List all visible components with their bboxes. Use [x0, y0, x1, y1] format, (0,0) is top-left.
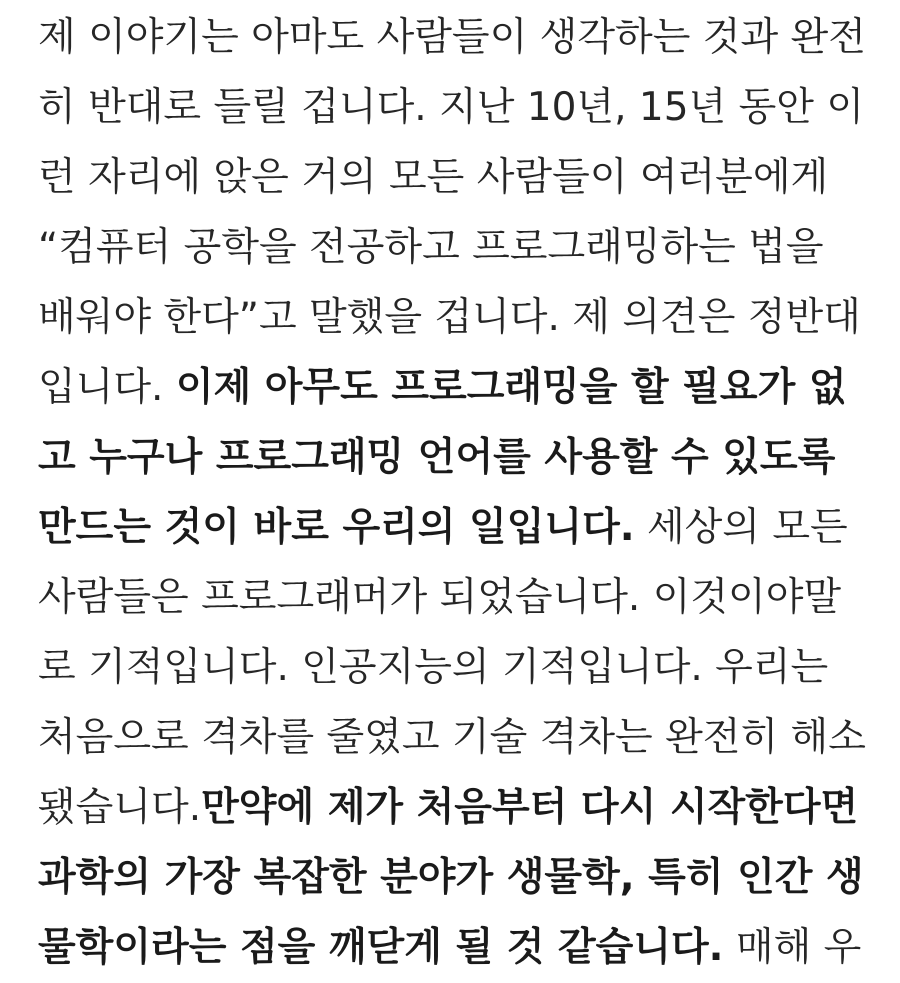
- text-segment: 히 반대로 들릴 겁니다. 지난 10년, 15년 동안 이: [38, 85, 865, 130]
- text-segment: 사람들은 프로그래머가 되었습니다. 이것이야말: [38, 575, 842, 620]
- bold-text-segment: 과학의 가장 복잡한 분야가 생물학, 특히 인간 생: [38, 855, 864, 900]
- text-line-7: [38, 423, 868, 493]
- article-body: [38, 0, 868, 983]
- text-segment: 제 이야기는 아마도 사람들이 생각하는 것과 완전: [38, 15, 866, 60]
- text-line-1: [38, 3, 868, 73]
- text-line-4: [38, 213, 868, 283]
- bold-text-segment: 고 누구나 프로그래밍 언어를 사용할 수 있도록: [38, 435, 836, 480]
- text-line-3: [38, 143, 868, 213]
- text-line-12: [38, 773, 868, 843]
- bold-text-segment: 만약에 제가 처음부터 다시 시작한다면: [201, 785, 859, 830]
- text-line-14: [38, 913, 868, 983]
- text-line-8: [38, 493, 868, 563]
- text-line-2: [38, 73, 868, 143]
- text-line-10: [38, 633, 868, 703]
- text-line-9: [38, 563, 868, 633]
- bold-text-segment: 이제 아무도 프로그래밍을 할 필요가 없: [175, 365, 847, 410]
- text-segment: 매해 우: [723, 925, 862, 970]
- text-line-6: [38, 353, 868, 423]
- text-line-11: [38, 703, 868, 773]
- text-line-5: [38, 283, 868, 353]
- bold-text-segment: 만드는 것이 바로 우리의 일입니다.: [38, 505, 635, 550]
- text-line-13: [38, 843, 868, 913]
- text-segment: “컴퓨터 공학을 전공하고 프로그래밍하는 법을: [38, 225, 824, 270]
- text-segment: 배워야 한다”고 말했을 겁니다. 제 의견은 정반대: [38, 295, 861, 340]
- text-segment: 로 기적입니다. 인공지능의 기적입니다. 우리는: [38, 645, 829, 690]
- text-segment: 세상의 모든: [634, 505, 848, 550]
- text-segment: 입니다.: [38, 365, 176, 410]
- text-segment: 처음으로 격차를 줄였고 기술 격차는 완전히 해소: [38, 715, 866, 760]
- text-segment: 런 자리에 앉은 거의 모든 사람들이 여러분에게: [38, 155, 829, 200]
- bold-text-segment: 물학이라는 점을 깨닫게 될 것 같습니다.: [38, 925, 724, 970]
- text-segment: 됐습니다.: [38, 785, 202, 830]
